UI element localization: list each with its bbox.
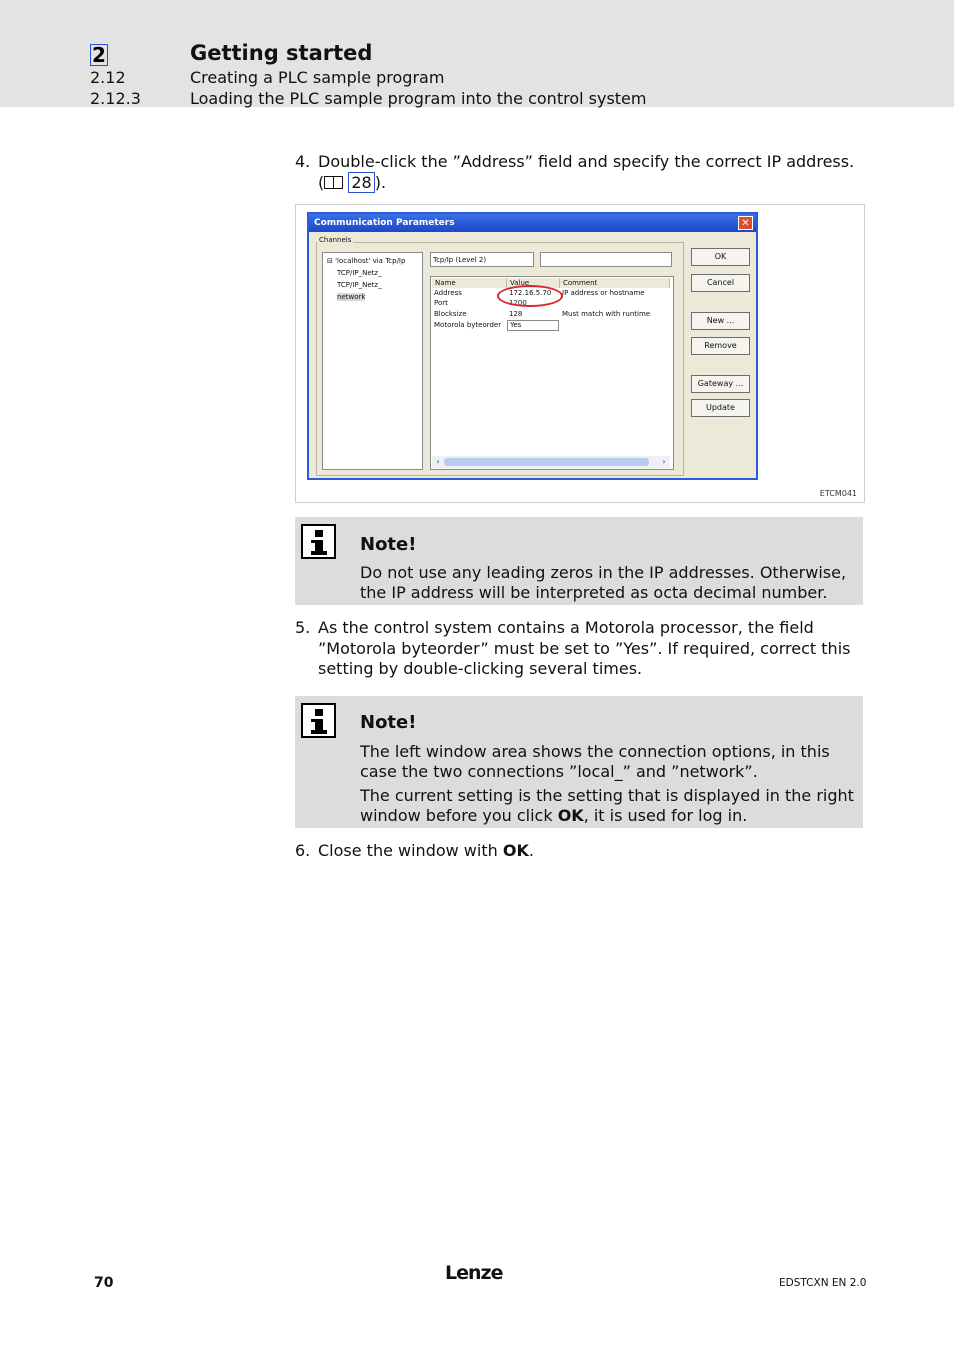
remove-button[interactable]: Remove <box>691 337 750 355</box>
column-header-name: Name <box>432 278 507 288</box>
step-5-number: 5. <box>295 618 311 637</box>
ref-close: ). <box>374 172 387 192</box>
gateway-button[interactable]: Gateway ... <box>691 375 750 393</box>
lenze-logo: Lenze <box>445 1262 503 1284</box>
ok-emphasis: OK <box>502 841 529 860</box>
note-title: Note! <box>360 534 417 555</box>
param-comment: Must match with runtime <box>562 310 651 318</box>
scroll-thumb[interactable] <box>444 458 649 466</box>
channel-item[interactable]: TCP/IP_Netz_ <box>337 269 382 277</box>
new-button[interactable]: New ... <box>691 312 750 330</box>
cancel-button[interactable]: Cancel <box>691 274 750 292</box>
scroll-right-icon[interactable]: › <box>662 457 666 466</box>
param-comment: IP address or hostname <box>562 289 645 297</box>
step-4-body: Double-click the ”Address” field and specify the correct IP address. <box>318 152 855 171</box>
note-box-1 <box>295 517 863 605</box>
dialog-title: Communication Parameters <box>309 214 756 232</box>
chapter-title: Getting started <box>190 41 373 65</box>
step-4-text <box>318 152 858 193</box>
book-icon <box>324 176 343 189</box>
horizontal-scrollbar[interactable] <box>432 456 670 468</box>
screenshot-figure <box>295 204 865 503</box>
step-6-before: Close the window with <box>318 841 503 860</box>
ref-open: ( <box>318 172 325 192</box>
note-text-2-after: , it is used for log in. <box>583 805 748 825</box>
channels-label: Channels <box>319 236 352 244</box>
note-text: Do not use any leading zeros in the IP addresses. Otherwise, the IP address will be interpreted as octa decimal number. <box>360 563 847 602</box>
channels-tree[interactable] <box>322 252 423 470</box>
param-value[interactable]: 1200 <box>509 299 527 307</box>
param-name: Port <box>434 299 448 307</box>
channel-item-selected[interactable]: network <box>337 293 366 301</box>
step-6-text <box>318 841 858 862</box>
document-id: EDSTCXN EN 2.0 <box>779 1277 867 1289</box>
step-5-text: As the control system contains a Motorola processor, the field ”Motorola byteorder” must be set to ”Yes”. If required, correct this setting by double-clicking several times. <box>318 618 851 678</box>
note-title: Note! <box>360 712 417 733</box>
note-text-2-before: The current setting is the setting that is displayed in the right window before you click <box>360 786 854 825</box>
scroll-left-icon[interactable]: ‹ <box>436 457 440 466</box>
parameter-grid <box>430 276 674 470</box>
update-button[interactable]: Update <box>691 399 750 417</box>
channel-item[interactable]: TCP/IP_Netz_ <box>337 281 382 289</box>
protocol-extra-field <box>540 252 672 267</box>
figure-tag: ETCM041 <box>819 489 857 498</box>
section-title: Creating a PLC sample program <box>190 68 445 87</box>
column-header-value: Value <box>507 278 560 288</box>
subsection-title: Loading the PLC sample program into the control system <box>190 89 647 108</box>
page-number: 70 <box>94 1275 114 1291</box>
info-icon <box>301 524 336 559</box>
param-name: Address <box>434 289 462 297</box>
protocol-field: Tcp/Ip (Level 2) <box>430 252 534 267</box>
channel-item[interactable]: ⊟ 'localhost' via Tcp/Ip <box>327 257 406 265</box>
communication-parameters-dialog <box>307 212 758 480</box>
step-4-number: 4. <box>295 152 311 171</box>
note-box-2 <box>295 696 863 828</box>
ok-button[interactable]: OK <box>691 248 750 266</box>
param-name: Blocksize <box>434 310 467 318</box>
note-text-2 <box>360 786 855 825</box>
param-name: Motorola byteorder <box>434 321 502 329</box>
close-icon[interactable]: ✕ <box>738 216 753 230</box>
subsection-number: 2.12.3 <box>90 89 141 108</box>
highlight-ellipse <box>497 285 563 307</box>
section-number: 2.12 <box>90 68 126 87</box>
param-value-address[interactable]: 172.16.5.70 <box>509 289 552 297</box>
column-header-comment: Comment <box>560 278 670 288</box>
step-6-number: 6. <box>295 841 311 860</box>
ok-emphasis: OK <box>557 805 584 825</box>
page-reference-link[interactable]: 28 <box>348 172 374 193</box>
chapter-number[interactable]: 2 <box>92 43 106 67</box>
note-text-1: The left window area shows the connection options, in this case the two connections ”local_” and ”network”. <box>360 742 830 781</box>
step-6-after: . <box>528 841 534 860</box>
param-value-byteorder[interactable]: Yes <box>507 320 559 331</box>
param-value[interactable]: 128 <box>509 310 523 318</box>
info-icon <box>301 703 336 738</box>
